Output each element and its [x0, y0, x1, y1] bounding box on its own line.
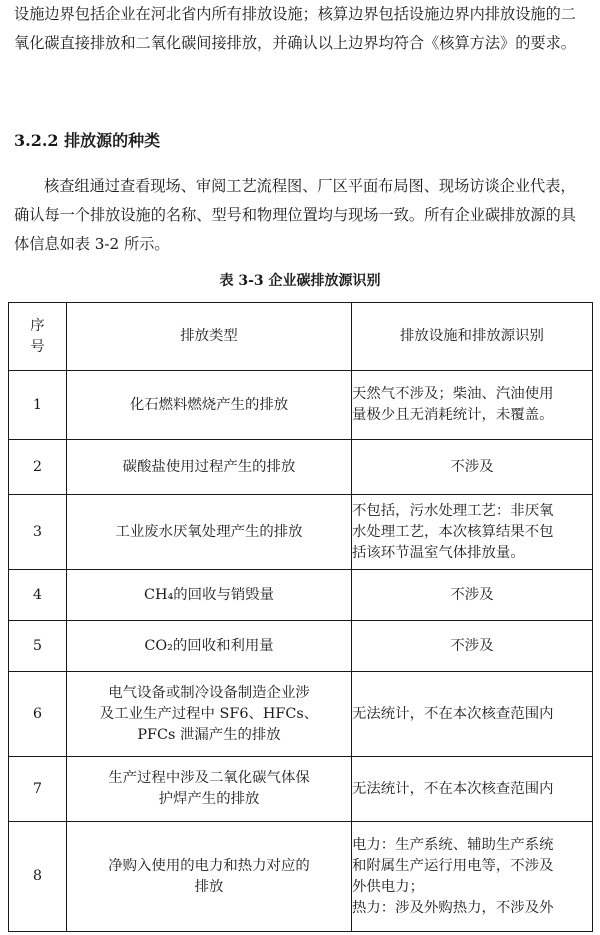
- source-identification-line: 不涉及: [450, 458, 494, 475]
- row-source-identification: [352, 757, 593, 822]
- source-identification-line: 和附属生产运行用电等，不涉及: [352, 857, 554, 874]
- row-source-identification: [352, 495, 593, 570]
- row-number: 5: [9, 621, 67, 672]
- row-number: 2: [9, 440, 67, 495]
- source-identification-line: 无法统计，不在本次核查范围内: [352, 780, 554, 797]
- row-emission-type: [67, 672, 352, 757]
- row-source-identification: [352, 621, 593, 672]
- row-source-identification: [352, 672, 593, 757]
- emission-type-line: PFCs 泄漏产生的排放: [137, 726, 281, 743]
- source-identification-line: 不涉及: [450, 586, 494, 603]
- row-number: 4: [9, 570, 67, 621]
- source-identification-line: 天然气不涉及；柴油、汽油使用: [352, 386, 554, 402]
- emission-type-line: 工业废水厌氧处理产生的排放: [115, 523, 303, 540]
- source-identification-line: 无法统计，不在本次核查范围内: [352, 705, 554, 722]
- row-source-identification: [352, 822, 593, 932]
- emission-type-line: 生产过程中涉及二氧化碳气体保: [108, 770, 310, 786]
- row-emission-type: [67, 495, 352, 570]
- row-emission-type: [67, 371, 352, 440]
- row-emission-type: [67, 757, 352, 822]
- row-number: 3: [9, 495, 67, 570]
- emission-type-line: CO₂的回收和利用量: [144, 637, 274, 654]
- source-identification-line: 量极少且无消耗统计，未覆盖。: [352, 407, 554, 423]
- header-seq: [9, 303, 67, 371]
- source-identification-line: 不涉及: [450, 637, 494, 654]
- table-row: [9, 495, 593, 570]
- emission-type-line: 电气设备或制冷设备制造企业涉: [108, 684, 310, 701]
- row-number: 8: [9, 822, 67, 932]
- row-source-identification: [352, 440, 593, 495]
- header-source-identification: 排放设施和排放源识别: [352, 303, 593, 371]
- header-seq-line: 序: [30, 317, 45, 334]
- header-seq-line: 号: [30, 338, 45, 355]
- table-row: [9, 621, 593, 672]
- table-row: [9, 757, 593, 822]
- row-source-identification: [352, 570, 593, 621]
- row-emission-type: [67, 621, 352, 672]
- row-number: 1: [9, 371, 67, 440]
- table-row: [9, 371, 593, 440]
- row-emission-type: [67, 570, 352, 621]
- source-identification-line: 水处理工艺，本次核算结果不包: [352, 523, 554, 540]
- table-caption: 表 3-3 企业碳排放源识别: [219, 273, 381, 289]
- table-row: [9, 822, 593, 932]
- table-header-row: [9, 303, 593, 371]
- paragraph-verification: 核查组通过查看现场、审阅工艺流程图、厂区平面布局图、现场访谈企业代表，确认每一个排放设施的名称、型号和物理位置均与现场一致。所有企业碳排放源的具体信息如表 3-2 所示。: [14, 177, 576, 253]
- row-emission-type: [67, 440, 352, 495]
- emission-type-line: CH₄的回收与销毁量: [143, 586, 275, 603]
- emission-type-line: 护焊产生的排放: [158, 791, 260, 807]
- source-identification-line: 外供电力；: [352, 878, 424, 895]
- section-heading: 3.2.2 排放源的种类: [14, 131, 161, 150]
- row-number: 7: [9, 757, 67, 822]
- paragraph-boundary: 设施边界包括企业在河北省内所有排放设施；核算边界包括设施边界内排放设施的二氧化碳直接排放和二氧化碳间接排放，并确认以上边界均符合《核算方法》的要求。: [14, 5, 576, 52]
- table-row: [9, 440, 593, 495]
- header-emission-type: 排放类型: [67, 303, 352, 371]
- emission-type-line: 排放: [194, 878, 224, 895]
- emission-type-line: 及工业生产过程中 SF6、HFCs、: [99, 705, 319, 722]
- source-identification-line: 不包括，污水处理工艺：非厌氧: [352, 502, 554, 519]
- table-row: [9, 672, 593, 757]
- source-identification-line: 括该环节温室气体排放量。: [352, 544, 525, 561]
- source-identification-line: 热力：涉及外购热力，不涉及外: [352, 899, 554, 916]
- row-number: 6: [9, 672, 67, 757]
- emission-type-line: 化石燃料燃烧产生的排放: [129, 396, 289, 413]
- emission-source-table: [8, 302, 593, 932]
- emission-type-line: 碳酸盐使用过程产生的排放: [122, 458, 296, 475]
- table-row: [9, 570, 593, 621]
- emission-type-line: 净购入使用的电力和热力对应的: [108, 857, 310, 874]
- source-identification-line: 电力：生产系统、辅助生产系统: [352, 836, 554, 853]
- row-emission-type: [67, 822, 352, 932]
- table-body: [9, 371, 593, 932]
- row-source-identification: [352, 371, 593, 440]
